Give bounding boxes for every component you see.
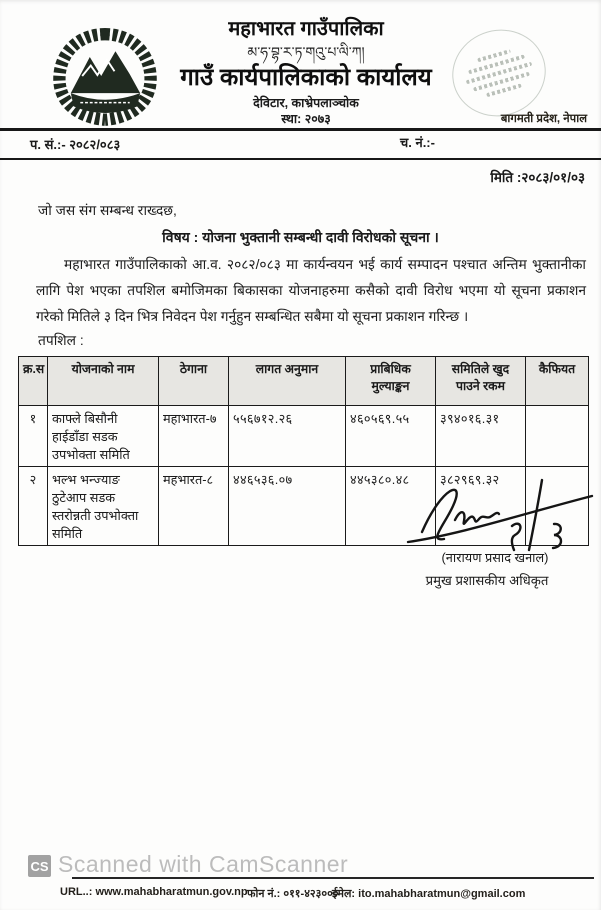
cell-address: महाभारत-७ xyxy=(159,406,229,467)
ref-number: प. सं.:- २०८२/०८३ xyxy=(30,137,121,152)
footer-divider-line xyxy=(72,877,594,879)
cell-project-name: भल्भ भन्ज्याङ ठुटेआप सडक स्तरोन्नती उपभोक्ता समिति xyxy=(48,467,159,546)
cell-project-name: काफ्ले बिसौनी हाईडाँडा सडक उपभोक्ता समिति xyxy=(48,406,159,467)
details-label: तपशिल : xyxy=(38,333,84,348)
cell-technical-evaluation: ४६०५६९.५५ xyxy=(346,406,436,467)
municipality-name-tibetan: མ་ཧ་བྷ་ར་ཏ་གའུ་པ་ལི་ཀ། xyxy=(247,44,365,60)
footer-email: ईमेल: ito.mahabharatmun@gmail.com xyxy=(332,888,526,900)
signatory-name: (नारायण प्रसाद खनाल) xyxy=(441,550,549,565)
cell-cost-estimate: ४४६५३६.०७ xyxy=(229,467,346,546)
cell-net-amount: ३९४०१६.३१ xyxy=(436,406,526,467)
camscanner-cs-icon: CS xyxy=(28,855,51,877)
cell-sn: १ xyxy=(19,406,48,467)
footer-phone: फोन नं.: ०११-४२३००० xyxy=(247,888,339,900)
header-divider-line xyxy=(0,128,601,131)
letterhead-center xyxy=(148,18,464,126)
cell-address: महभारत-८ xyxy=(159,467,229,546)
handwritten-signature xyxy=(400,476,600,552)
col-header-technical-evaluation: प्राबिधिक मुल्याङ्कन xyxy=(346,357,436,406)
col-header-net-amount: समितिले खुद पाउने रकम xyxy=(436,357,526,406)
footer-url: URL..: www.mahabharatmun.gov.np xyxy=(60,886,248,898)
col-header-cost-estimate: लागत अनुमान xyxy=(229,357,346,406)
ref-divider-line xyxy=(0,158,601,160)
province-label: बागमती प्रदेश, नेपाल xyxy=(500,113,587,125)
table-row xyxy=(19,406,589,467)
col-header-project-name: योजनाको नाम xyxy=(48,357,159,406)
chalani-number: च. नं.:- xyxy=(400,135,435,150)
cell-sn: २ xyxy=(19,467,48,546)
body-paragraph: महाभारत गाउँपालिकाको आ.व. २०८२/०८३ मा कार्यन्वयन भई कार्य सम्पादन पश्चात अन्तिम भुक्तानीका लागि पेश भएका तपशिल बमोजिमका बिकासका योजनाहरुमा कसैको दावी विरोध भएमा यो सूचना प्रकाशन गरेको मितिले ३ दिन भित्र निवेदन पेश गर्नुहुन सम्बन्धित सबैमा यो सूचना प्रकाशन गरिन्छ । xyxy=(36,257,586,324)
cell-technical-evaluation: ४४५३८०.४८ xyxy=(346,467,436,546)
office-name: गाउँ कार्यपालिकाको कार्यालय xyxy=(180,64,432,92)
established-year: स्था: २०७३ xyxy=(281,112,331,127)
salutation: जो जस संग सम्बन्ध राख्दछ, xyxy=(38,203,177,218)
cell-cost-estimate: ५५६७१२.२६ xyxy=(229,406,346,467)
letter-date: मिति :२०८३/०१/०३ xyxy=(490,170,585,185)
col-header-sn: क्र.स xyxy=(19,357,48,406)
municipality-name: महाभारत गाउँपालिका xyxy=(228,18,384,40)
subject-line: विषय : योजना भुक्तानी सम्बन्धी दावी विरोधको सूचना । xyxy=(162,229,439,245)
municipality-emblem-logo xyxy=(48,26,162,126)
signatory-designation: प्रमुख प्रशासकीय अधिकृत xyxy=(425,573,549,588)
col-header-address: ठेगाना xyxy=(159,357,229,406)
office-address: देविटार, काभ्रेपलाञ्चोक xyxy=(253,95,359,110)
cell-net-amount: ३८२९६९.३२ xyxy=(436,467,526,546)
cell-remarks xyxy=(526,406,589,467)
table-header-row xyxy=(19,357,589,406)
col-header-remarks: कैफियत xyxy=(526,357,589,406)
camscanner-watermark: Scanned with CamScanner xyxy=(58,851,349,877)
